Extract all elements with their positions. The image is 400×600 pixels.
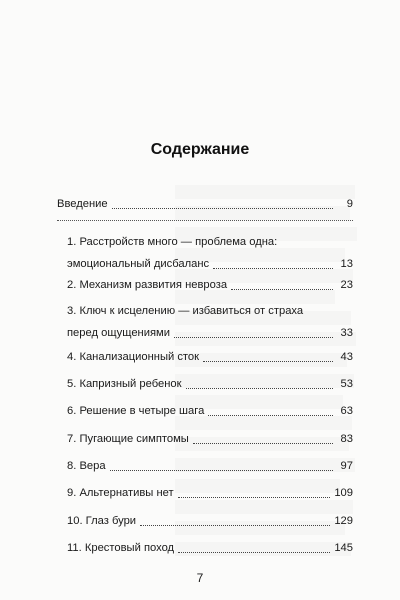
- toc-entry-page: 83: [340, 433, 353, 445]
- toc-entry-label: 6. Решение в четыре шага: [67, 405, 205, 417]
- leader-dots: [208, 414, 333, 416]
- leader-dots: [178, 496, 331, 498]
- toc-entry-chapter-7[interactable]: [67, 432, 353, 447]
- toc-entry-chapter-10[interactable]: [67, 514, 353, 529]
- toc-entry-label: 7. Пугающие симптомы: [67, 433, 189, 445]
- toc-entry-chapter-5[interactable]: [67, 377, 353, 392]
- toc-entry-page: 53: [340, 378, 353, 390]
- toc-entry-page: 33: [340, 327, 353, 339]
- toc-entry-label: эмоциональный дисбаланс: [67, 258, 210, 270]
- toc-entry-page: 145: [334, 542, 353, 554]
- leader-dots: [110, 469, 333, 471]
- leader-dots: [178, 551, 330, 553]
- toc-entry-label: 8. Вера: [67, 460, 106, 472]
- toc-entry-label: 11. Крестовый поход: [67, 542, 175, 554]
- toc-entry-label-line1: 3. Ключ к исцелению — избавиться от страха: [67, 305, 304, 317]
- toc-entry-chapter-1[interactable]: [67, 235, 353, 272]
- leader-dots: [112, 207, 333, 209]
- toc-entry-label-line1: 1. Расстройств много — проблема одна:: [67, 236, 278, 248]
- toc-entry-chapter-4[interactable]: [67, 350, 353, 365]
- leader-dots: [231, 288, 333, 290]
- toc-entry-page: 9: [346, 198, 353, 210]
- toc-entry-chapter-9[interactable]: [67, 486, 353, 501]
- leader-dots: [193, 442, 333, 444]
- toc-entry-label: Введение: [57, 198, 108, 210]
- page-title: Содержание: [150, 141, 250, 158]
- section-divider: [57, 220, 353, 221]
- toc-entry-label: 10. Глаз бури: [67, 515, 137, 527]
- toc-entry-label: 5. Капризный ребенок: [67, 378, 182, 390]
- toc-entry-chapter-8[interactable]: [67, 459, 353, 474]
- leader-dots: [203, 360, 333, 362]
- leader-dots: [213, 267, 333, 269]
- leader-dots: [174, 336, 333, 338]
- toc-entry-chapter-3[interactable]: [67, 304, 353, 341]
- toc-entry-page: 129: [334, 515, 353, 527]
- toc-entry-page: 63: [340, 405, 353, 417]
- toc-entry-label: перед ощущениями: [67, 327, 170, 339]
- toc-entry-label: 9. Альтернативы нет: [67, 487, 174, 499]
- toc-entry-label: 4. Канализационный сток: [67, 351, 200, 363]
- toc-entry-page: 43: [340, 351, 353, 363]
- toc-entry-page: 23: [340, 279, 353, 291]
- toc-entry-intro[interactable]: [57, 197, 353, 212]
- toc-entry-chapter-11[interactable]: [67, 541, 353, 556]
- toc-entry-chapter-6[interactable]: [67, 404, 353, 419]
- toc-entry-chapter-2[interactable]: [67, 278, 353, 293]
- toc-entry-page: 13: [340, 258, 353, 270]
- leader-dots: [140, 524, 330, 526]
- toc-entry-label: 2. Механизм развития невроза: [67, 279, 228, 291]
- leader-dots: [186, 387, 333, 389]
- page-number: 7: [196, 571, 204, 585]
- toc-entry-page: 109: [334, 487, 353, 499]
- toc-entry-page: 97: [340, 460, 353, 472]
